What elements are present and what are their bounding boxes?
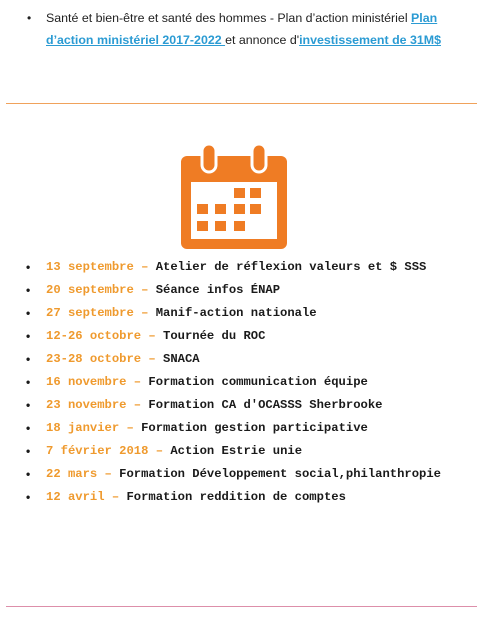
bullet: • [26, 260, 31, 274]
intro-middle-text: et annonce d' [225, 33, 300, 47]
event-dash: – [141, 352, 164, 366]
event-title: Atelier de réflexion valeurs et $ SSS [155, 260, 427, 274]
events-list [0, 256, 494, 509]
event-title: Tournée du ROC [163, 329, 266, 343]
event-dash: – [126, 375, 149, 389]
event-dash: – [141, 329, 164, 343]
event-title: Formation Développement social,philanthropie [119, 467, 441, 481]
event-item [0, 279, 494, 302]
event-date: 22 mars [46, 467, 98, 481]
event-title: Formation CA d'OCASSS Sherbrooke [148, 398, 383, 412]
event-date: 23 novembre [46, 398, 127, 412]
event-dash: – [97, 467, 120, 481]
event-dash: – [133, 283, 156, 297]
event-item [0, 302, 494, 325]
event-item [0, 463, 494, 486]
event-date: 23-28 octobre [46, 352, 142, 366]
bullet: • [26, 490, 31, 504]
event-item [0, 394, 494, 417]
intro-text: Santé et bien-être et santé des hommes - Plan d’action ministériel [46, 11, 412, 25]
intro-list [0, 0, 494, 51]
event-item [0, 371, 494, 394]
divider-top [6, 103, 477, 104]
event-title: Manif-action nationale [155, 306, 317, 320]
bullet: • [26, 283, 31, 297]
event-item [0, 417, 494, 440]
event-date: 12-26 octobre [46, 329, 142, 343]
event-title: SNACA [163, 352, 200, 366]
event-title: Formation communication équipe [148, 375, 368, 389]
event-item [0, 325, 494, 348]
event-date: 7 février 2018 [46, 444, 149, 458]
plan-action-link[interactable]: Plan d’action ministériel 2017-2022 [46, 11, 438, 47]
event-dash: – [133, 260, 156, 274]
event-item [0, 440, 494, 463]
event-dash: – [119, 421, 142, 435]
divider-bottom [6, 606, 477, 607]
bullet: • [26, 398, 31, 412]
bullet: • [26, 352, 31, 366]
event-title: Action Estrie unie [170, 444, 303, 458]
bullet: • [26, 306, 31, 320]
bullet: • [26, 421, 31, 435]
event-title: Formation gestion participative [141, 421, 368, 435]
bullet: • [26, 375, 31, 389]
event-date: 13 septembre [46, 260, 134, 274]
event-date: 12 avril [46, 490, 105, 504]
event-dash: – [126, 398, 149, 412]
calendar-icon [180, 144, 288, 250]
event-dash: – [148, 444, 171, 458]
event-title: Séance infos ÉNAP [155, 283, 281, 297]
event-item [0, 256, 494, 279]
event-date: 18 janvier [46, 421, 120, 435]
investissement-link[interactable]: investissement de 31M$ [299, 33, 441, 47]
event-item [0, 486, 494, 509]
event-dash: – [133, 306, 156, 320]
bullet: • [26, 444, 31, 458]
bullet: • [26, 467, 31, 481]
event-date: 16 novembre [46, 375, 127, 389]
event-title: Formation reddition de comptes [126, 490, 346, 504]
intro-item [0, 0, 494, 51]
event-date: 27 septembre [46, 306, 134, 320]
event-dash: – [104, 490, 127, 504]
event-item [0, 348, 494, 371]
event-date: 20 septembre [46, 283, 134, 297]
bullet: • [26, 329, 31, 343]
bullet: • [27, 11, 32, 25]
